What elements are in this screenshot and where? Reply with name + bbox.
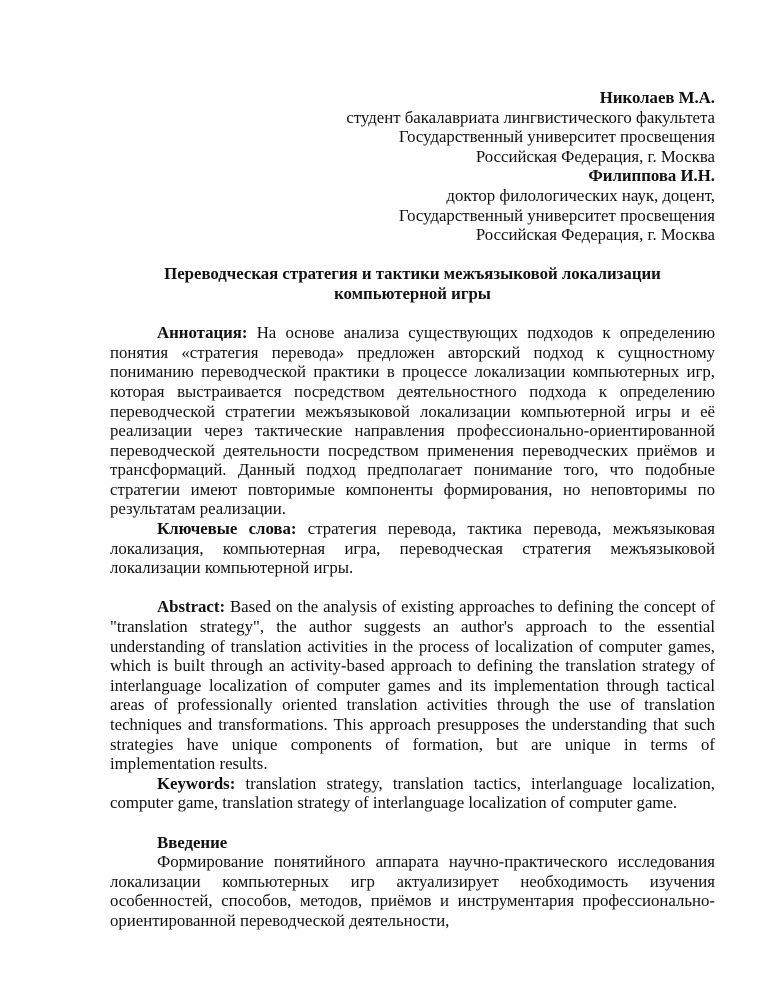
spacer bbox=[110, 578, 715, 598]
keywords-en-label: Keywords: bbox=[157, 773, 236, 793]
author-name: Филиппова И.Н. bbox=[588, 166, 715, 186]
author-position: доктор филологических наук, доцент, bbox=[446, 185, 715, 205]
abstract-paragraph bbox=[110, 597, 715, 773]
keywords-ru-text: стратегия перевода, тактика перевода, межъязыковая локализация, компьютерная игра, переводческая стратегия межъязыковой локализации компьютерной игры. bbox=[110, 519, 715, 578]
document-page bbox=[110, 88, 715, 931]
title-line: компьютерной игры bbox=[334, 283, 491, 303]
spacer bbox=[110, 304, 715, 324]
keywords-en-paragraph bbox=[110, 774, 715, 813]
author-affiliation: Государственный университет просвещения bbox=[398, 127, 715, 147]
abstract-text: Based on the analysis of existing approaches to defining the concept of "translation strategy", the author suggests an author's approach to the essential understanding of translation activities in the process of localization of computer games, which is built through an activity-based approach to defining the translation strategy of interlanguage localization of computer games and its implementation through tactical areas of professionally oriented translation activities through the use of translation techniques and transformations. This approach presupposes the understanding that such strategies have unique components of formation, but are unique in terms of implementation results. bbox=[110, 597, 715, 774]
introduction-paragraph: Формирование понятийного аппарата научно-практического исследования локализации компьютерных игр актуализирует необходимость изучения особенностей, способов, методов, приёмов и инструментария профессионально-ориентированной переводческой деятельности, bbox=[110, 852, 715, 930]
keywords-ru-label: Ключевые слова: bbox=[157, 519, 297, 539]
annotation-label: Аннотация: bbox=[157, 323, 248, 343]
author-position: студент бакалавриата лингвистического факультета bbox=[346, 107, 715, 127]
title-line: Переводческая стратегия и тактики межъязыковой локализации bbox=[164, 264, 661, 284]
keywords-ru-paragraph bbox=[110, 519, 715, 578]
author-affiliation: Государственный университет просвещения bbox=[398, 205, 715, 225]
annotation-paragraph bbox=[110, 323, 715, 519]
author-location: Российская Федерация, г. Москва bbox=[475, 146, 715, 166]
section-heading-introduction: Введение bbox=[157, 832, 228, 852]
spacer bbox=[110, 813, 715, 833]
author-location: Российская Федерация, г. Москва bbox=[475, 225, 715, 245]
author-name: Николаев М.А. bbox=[599, 88, 715, 107]
abstract-label: Abstract: bbox=[157, 597, 226, 617]
author-block bbox=[110, 88, 715, 245]
keywords-en-text: translation strategy, translation tactics, interlanguage localization, computer game, translation strategy of interlanguage localization of computer game. bbox=[110, 773, 715, 813]
paper-title bbox=[110, 264, 715, 303]
annotation-text: На основе анализа существующих подходов к определению понятия «стратегия перевода» предложен авторский подход к сущностному пониманию переводческой практики в процессе локализации компьютерных игр, которая выстраивается посредством деятельностного подхода к определению переводческой стратегии межъязыковой локализации компьютерной игры и её реализации через тактические направления профессионально-ориентированной переводческой деятельности посредством применения переводческих приёмов и трансформаций. Данный подход предполагает понимание того, что подобные стратегии имеют повторимые компоненты формирования, но неповторимы по результатам реализации. bbox=[110, 323, 715, 519]
